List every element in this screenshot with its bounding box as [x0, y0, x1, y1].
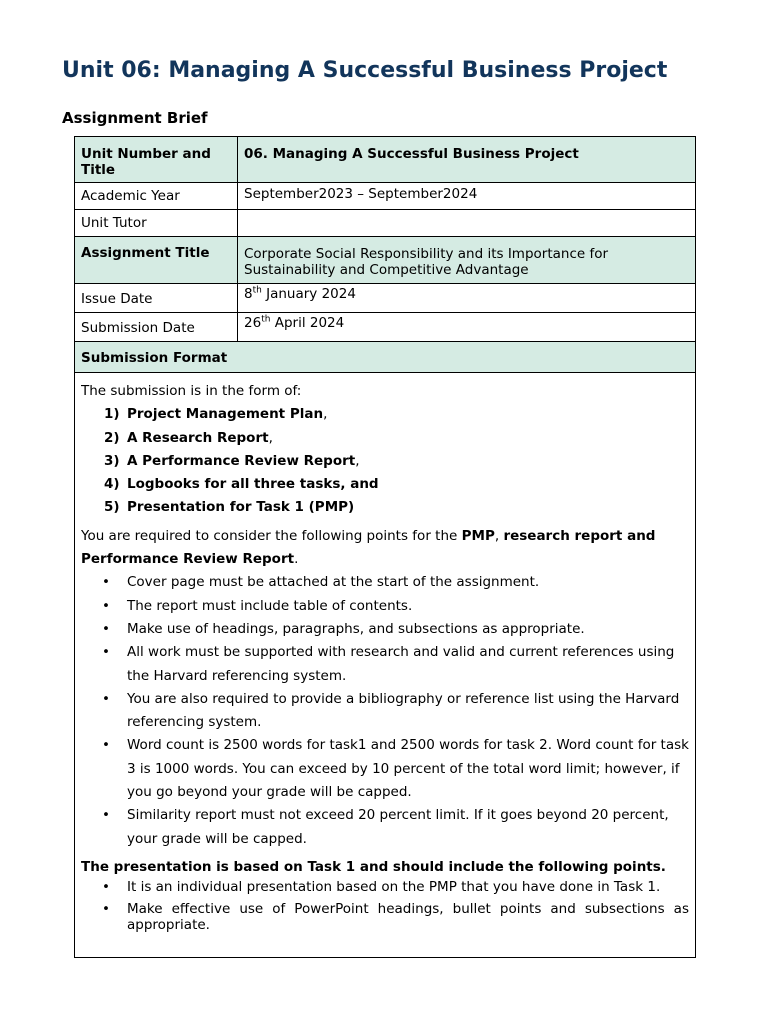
- list-item: 1) Project Management Plan,: [104, 406, 328, 423]
- bullet-icon: •: [102, 644, 110, 661]
- assignment-title-value: Corporate Social Responsibility and its Importance for Sustainability and Competitive Advantage: [238, 237, 696, 284]
- list-item: • Similarity report must not exceed 20 percent limit. If it goes beyond 20 percent, your grade will be capped.: [81, 804, 689, 851]
- list-item: • All work must be supported with research and valid and current references using the Harvard referencing system.: [81, 641, 689, 688]
- submission-format-label: Submission Format: [75, 342, 696, 373]
- submission-items-list: [81, 403, 689, 519]
- bullet-icon: •: [102, 574, 110, 591]
- assignment-title-label: Assignment Title: [75, 237, 238, 284]
- assignment-brief-heading: Assignment Brief: [62, 109, 208, 127]
- unit-tutor-label: Unit Tutor: [75, 210, 238, 237]
- bullet-icon: •: [102, 690, 110, 707]
- list-item: • Make use of headings, paragraphs, and subsections as appropriate.: [81, 618, 689, 641]
- list-item: • It is an individual presentation based on the PMP that you have done in Task 1.: [102, 878, 661, 895]
- list-item: • Make effective use of PowerPoint headings, bullet points and subsections as appropriate.: [102, 900, 689, 933]
- bullet-icon: •: [102, 878, 110, 895]
- list-item: 5) Presentation for Task 1 (PMP): [104, 499, 355, 516]
- submission-intro: The submission is in the form of:: [81, 383, 302, 399]
- submission-format-row: [75, 342, 696, 373]
- issue-date-label: Issue Date: [75, 284, 238, 313]
- page-title: Unit 06: Managing A Successful Business Project: [62, 58, 668, 83]
- bullet-icon: •: [102, 620, 110, 637]
- list-item: 4) Logbooks for all three tasks, and: [104, 476, 379, 493]
- list-item: 3) A Performance Review Report,: [104, 452, 360, 469]
- unit-tutor-row: [75, 210, 696, 237]
- unit-label: Unit Number and Title: [75, 137, 238, 183]
- submission-details-cell: [75, 373, 696, 958]
- list-item: 2) A Research Report,: [104, 429, 273, 446]
- submission-date-label: Submission Date: [75, 313, 238, 342]
- consider-paragraph: You are required to consider the following points for the PMP, research report and Performance Review Report.: [81, 527, 656, 568]
- academic-year-label: Academic Year: [75, 183, 238, 210]
- list-item: • You are also required to provide a bibliography or reference list using the Harvard referencing system.: [81, 688, 689, 735]
- list-item: • Cover page must be attached at the start of the assignment.: [81, 571, 689, 594]
- submission-date-value: 26th April 2024: [238, 313, 696, 342]
- bullet-icon: •: [102, 737, 110, 754]
- list-item: • The report must include table of contents.: [81, 595, 689, 618]
- submission-date-row: [75, 313, 696, 342]
- bullet-icon: •: [102, 900, 110, 917]
- assignment-brief-table: [74, 136, 696, 958]
- bullet-icon: •: [102, 807, 110, 824]
- unit-value: 06. Managing A Successful Business Project: [238, 137, 696, 183]
- submission-details-row: [75, 373, 696, 958]
- presentation-points-list: [81, 879, 689, 933]
- list-item: • Word count is 2500 words for task1 and 2500 words for task 2. Word count for task 3 is 1000 words. You can exceed by 10 percent of the total word limit; however, if you go beyond your grade will be capped.: [81, 734, 689, 804]
- assignment-title-row: [75, 237, 696, 284]
- bullet-icon: •: [102, 597, 110, 614]
- academic-year-value: September2023 – September2024: [238, 183, 696, 210]
- issue-date-value: 8th January 2024: [238, 284, 696, 313]
- issue-date-row: [75, 284, 696, 313]
- academic-year-row: [75, 183, 696, 210]
- presentation-heading: The presentation is based on Task 1 and should include the following points.: [81, 858, 666, 875]
- unit-tutor-value: [238, 210, 696, 237]
- requirements-list: [81, 571, 689, 851]
- unit-row: [75, 137, 696, 183]
